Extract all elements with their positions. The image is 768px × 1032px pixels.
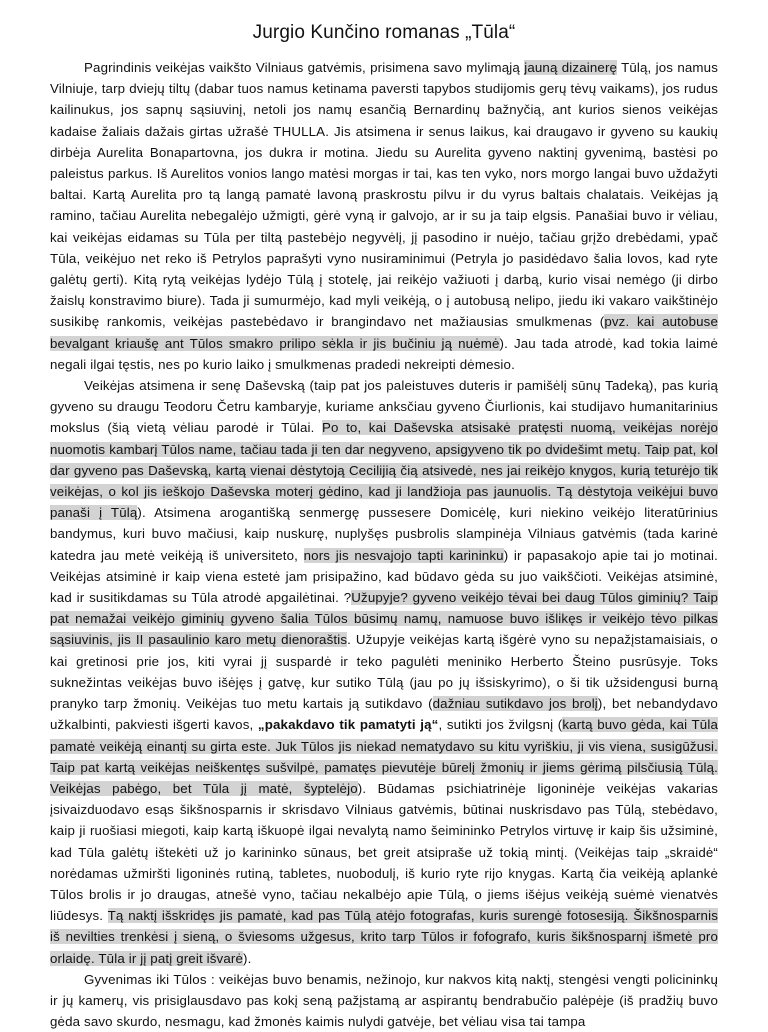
text-run: ).	[243, 950, 252, 966]
paragraph-2	[50, 375, 718, 969]
highlighted-text: kartą buvo gėda, kai Tūla pamatė veikėją einantį su girta este. Juk Tūlos jis niekad nematydavo su kitu vyriškiu, ji vis viena, susigūžusi. Taip pat kartą veikėjas neiškentęs sušvilpė, pamatęs pievutėje būrelį žmonių ir jiems gėrimą pilsčiusią Tūlą. Veikėjas pabėgo, bet Tūla jį matė, šyptelėjo	[50, 717, 718, 796]
paragraph-3	[50, 969, 718, 1032]
highlighted-text: pvz. kai autobuse bevalgant kriaušę ant Tūlos smakro prilipo sėkla ir jis bučiniu ją nuėmė	[50, 314, 718, 351]
text-run: Pagrindinis veikėjas vaikšto Vilniaus gatvėmis, prisimena savo mylimąją	[84, 60, 525, 75]
text-run: Gyvenimas iki Tūlos : veikėjas buvo benamis, nežinojo, kur nakvos kitą naktį, stengėsi vengti policininkų ir jų kamerų, vis prisiglausdavo pas kokį seną pažįstamą ar aspirantų bendrabučio palėpėje (iš pradžių buvo gėda savo skurdo, nesmagu, kad žmonės kaimis nulydi gatvėje, bet vėliau visa tai tampa	[50, 971, 718, 1030]
highlighted-text: Tą naktį išskridęs jis pamatė, kad pas Tūlą atėjo fotografas, kuris surengė fotosesiją. Šikšnosparnis iš nevilties trenkėsi į sieną, o šviesoms užgesus, krito tarp Tūlos ir fofografo, kuris šikšnosparnį išmetė pro orlaidę. Tūla ir jį patį greit išvarė	[50, 908, 718, 966]
highlighted-text: Užupyje? gyveno veikėjo tėvai bei daug Tūlos giminių? Taip pat nemažai veikėjo giminių gyveno šalia Tūlos būsimų namų, namuose buvo išlikęs ir veikėjo tėvo pilkas sąsiuvinis, jis II pasaulinio karo metų dienoraštis	[50, 590, 718, 648]
highlighted-text: dažniau sutikdavo jos brolį	[432, 696, 598, 712]
highlighted-text: Po to, kai Daševska atsisakė pratęsti nuomą, veikėjas norėjo nuomotis kambarį Tūlos name, tačiau tada ji ten dar negyveno, apsigyveno tik po dvidešimt metų. Taip pat, kol dar gyveno pas Daševską, kartą vienai dėstytoją Cecilijią čią atsivedė, nes jai reikėjo knygos, kurią teturėjo tik veikėjas, o kol jis ieškojo Daševska moterį gėdino, kad ji landžioja pas jaunuolis. Tą dėstytoja veikėjui buvo panaši į Tūlą	[50, 420, 718, 521]
paragraph-1	[50, 57, 718, 375]
text-run: , sutiktі jos žvilgsnį (	[438, 717, 563, 733]
document-title: Jurgio Kunčino romanas „Tūla“	[252, 22, 516, 43]
text-run: ), bet nebandydavo užkalbinti, pakviesti išgerti kavos,	[50, 696, 718, 733]
highlighted-text: jauną dizainerę	[524, 60, 618, 75]
text-run: . Užupyje veikėjas kartą išgėrė vyno su nepažįstamaisiais, o kai gretinosi prie jos, kiti vyrai jį suspardė ir teko pagulėti meninikо Herberto Šteino pusrūsyje. Toks suknežintas veikėjas buvo išėjęs į gatvę, kur sutiko Tūlą (jau po jų išsiskyrimo), o ši tik užsidengusi burną pranyko tarp žmonių. Veikėjas tuo metu kartais ją sutikdavo (	[50, 632, 718, 712]
text-run: ) ir papasakojo apie tai jo motinai. Veikėjas atsiminė ir kaip viena estetė jam prisipažino, kad būdavo gėda su juo vaikščioti. Veikėjas atsiminė, kad ir susitikdamas su Tūla atrodė apgailėtinai. ?	[50, 547, 718, 606]
highlighted-text: nors jis nesvajojo tapti karininku	[303, 547, 504, 563]
text-run: Tūlą, jos namus Vilniuje, tarp dviejų tiltų (dabar tuos namus ketinama paversti tapybos studijomis gerų tėvų vaikams), jos rudus kailinukus, jos sapnų sąsiuvinį, netoli jos namų esančią Bernardinų bažnyčią, ant kurios sienos veikėjas kadaise žaliais dažais girtas užrašė THULLA. Jis atsimena ir senus laikus, kai draugavo ir gyveno su kaukių dirbėja Aurelita Bonapartovna, jos dukra ir motina. Jiedu su Aurelita gyveno naktinį gyvenimą, bastėsi po paleistus parkus. Iš Aurelitos vonios lango matėsi morgas ir tai, kas ten vyko, nors morgo langai buvo uždažyti baltai. Kartą Aurelita pro tą langą pamatė lavoną praskrostu pilvu ir du vyrus baltais chalatais. Veikėjas ją ramino, tačiau Aurelita nebegalėjo užmigti, gėrė vyną ir galvojo, ar ir su ja taip elgsis. Panašiai buvo ir vėliau, kai veikėjas eidamas su Tūla per tiltą pastebėjo negyvėlį, jį pasodino ir nuėjo, tačiau grįžo drebėdami, ypač Tūla, veikėjuo net reko iš Petrylos paprašyti vyno nusiraminimui (Petryla jo pasidėdavo šalia lovos, kad ryte galėtų gerti). Kitą rytą veikėjas lydėjo Tūlą į stotelę, jai reikėjo važiuoti į darbą, kurio visai nemėgo (ji dirbo žaislų konstravimo biure). Tada ji sumurmėjo, kad myli veikėją, o į autobusą nelipo, jiedu iki vakaro vaikštinėjo susikibę rankomis, veikėjas pastebėdavo ir brangindavo net mažiausias smulkmenas (	[50, 60, 719, 330]
text-run: ). Atsimena arogantišką senmergę pussesere Domicėlę, kuri niekino veikėjo literatūrinius bandymus, kuri buvo mačiusi, kaip nuskurę, nuplyšęs pusbrolis slampinėja Vilniaus gatvėmis (tada karinė katedra jau metė veikėją iš universiteto,	[50, 505, 718, 563]
text-run: ). Būdamas psichiatrinėje ligoninėje veikėjas vakarias įsivaizduodavo esąs šikšnosparnis ir skrisdavo Vilniaus gatvėmis, būtinai nuskrisdavo pas Tūlą, stebėdavo, kaip ji ruošiasi miegoti, kaip kartą iškuopė ilgai nevalytą namo šeimininko Petrylos virtuvę ir kaip šis užsiminė, kad Tūla galėtų ištekėti už jo karininko sūnaus, bet greit atsipraše už tokią mintį. (Veikėjas taip „skraidė“ norėdamas užmiršti ligoninės rutiną, tabletes, nuobodulį, iš kurio ryte rijo knygas. Kartą čia veikėją aplankė Tūlos brolis ir jo draugas, atnešė vyno, tačiau nekalbėjo apie Tūlą, o jiems išėjus veikėją suėmė vienatvės liūdesys.	[50, 780, 718, 924]
bold-text: „pakakdavo tik pamatyti ją“	[257, 717, 439, 733]
text-run: Veikėjas atsimena ir senę Daševską (taip pat jos paleistuves duteris ir pamišėlį sūnų Tadeką), pas kurią gyveno su draugu Teodoru Četru kambaryje, kuriame anksčiau gyveno Čiurlionis, kai studijavo humanitarinius mokslus (šią vietą vėliau parodė ir Tūlai.	[50, 378, 718, 436]
text-run: ). Jau tada atrodė, kad tokia laimė negali ilgai tęstis, nes po kurio laiko į smulkmenas pradedi nekreipti dėmesio.	[50, 335, 718, 372]
